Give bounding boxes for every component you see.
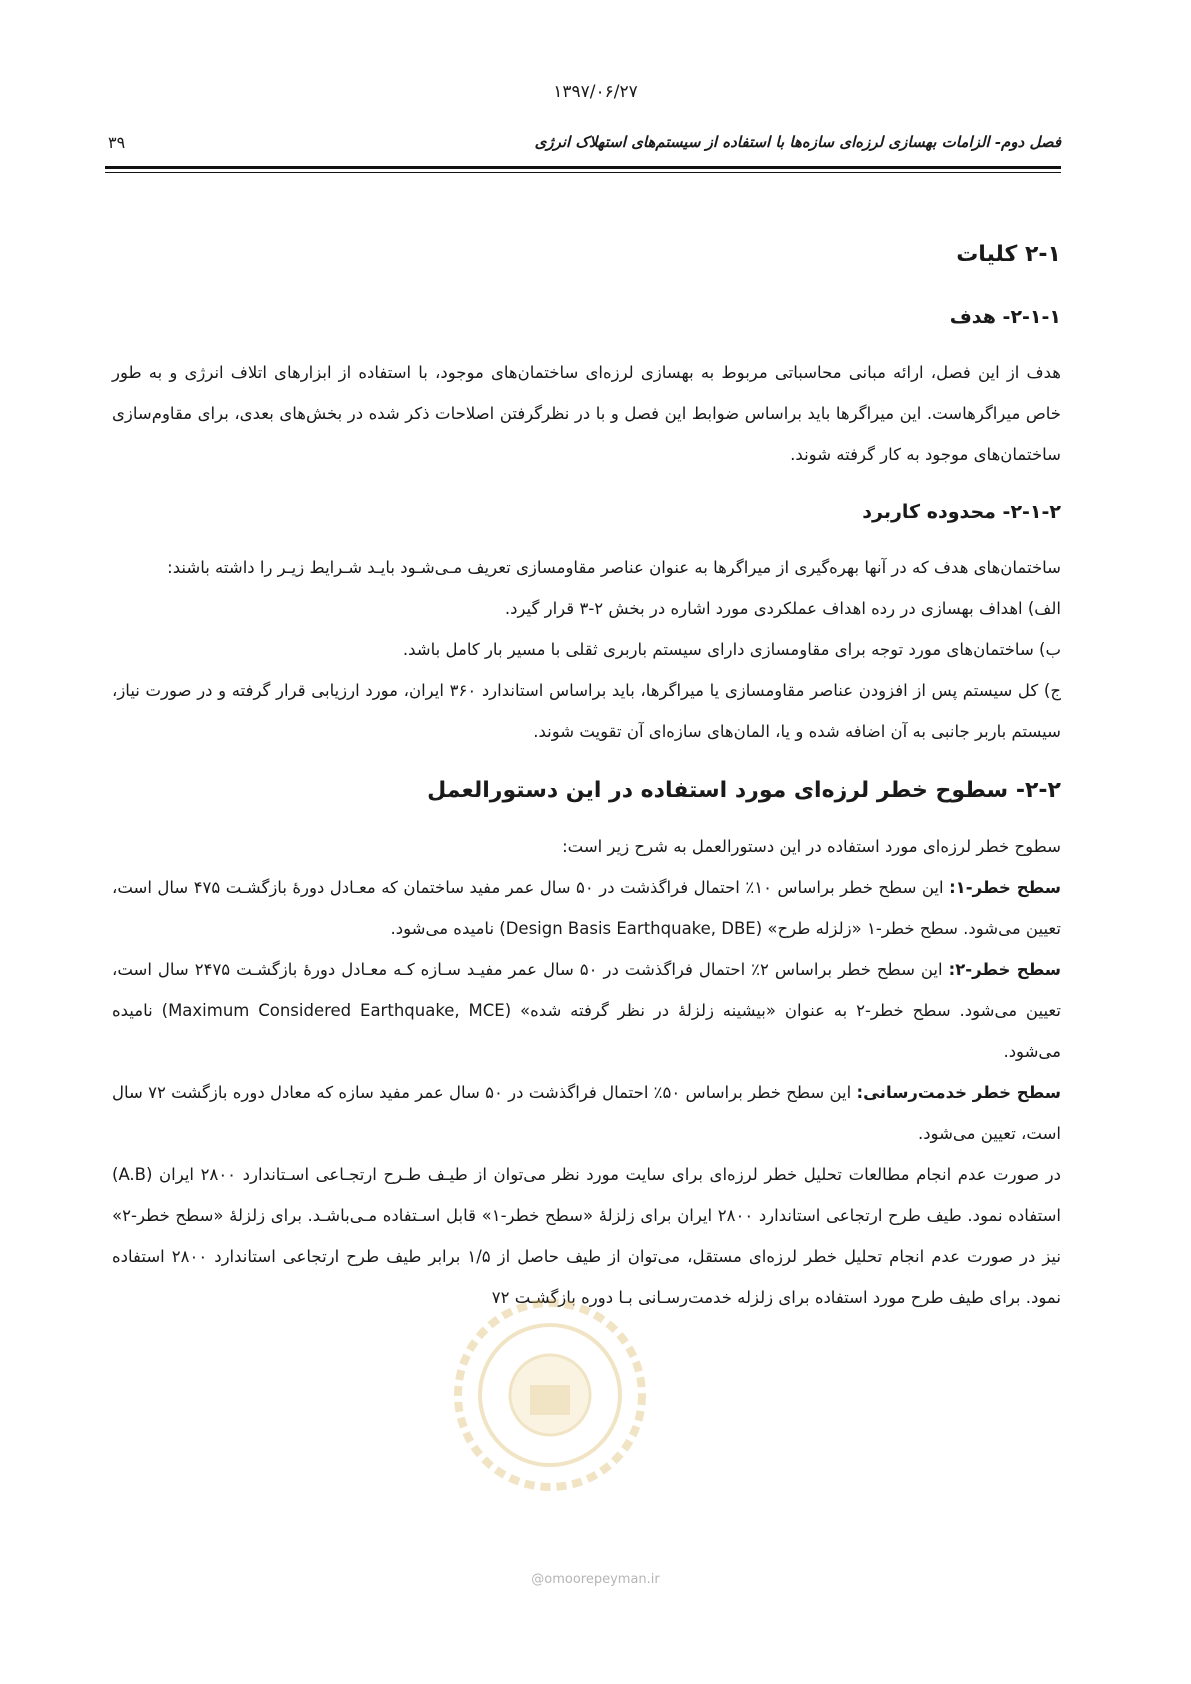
page-number: ۳۹ (108, 133, 126, 152)
list-item-a: الف) اهداف بهسازی در رده اهداف عملکردی مورد اشاره در بخش ۲-۳ قرار گیرد. (504, 599, 1061, 618)
header-rule-thin (105, 172, 1061, 173)
hazard-2-text: این سطح خطر براساس ۲٪ احتمال فراگذشت در ۵۰ سال عمر مفیـد سـازه کـه معـادل دورهٔ بازگشـت ۲۴۷۵ سال است، تعیین می‌شود. سطح خطر-۲ به عنوان «بیشینه زلزلهٔ در نظر گرفته شده» (Maximum Considered Earthquake, MCE) نامیده می‌شود. (112, 960, 1061, 1061)
hazard-1-label: سطح خطر-۱: (949, 878, 1061, 897)
hazard-service-text: این سطح خطر براساس ۵۰٪ احتمال فراگذشت در ۵۰ سال عمر مفید سازه که معادل دوره بازگشت ۷۲ سال است، تعیین می‌شود. (112, 1083, 1061, 1143)
paragraph-hazard-2 (112, 949, 1061, 1072)
watermark-site: @omoorepeyman.ir (531, 1572, 660, 1587)
section-title-general: ۲-۱ کلیات (956, 242, 1061, 267)
paragraph-hazard-intro: سطوح خطر لرزه‌ای مورد استفاده در این دستورالعمل به شرح زیر است: (562, 837, 1061, 856)
seal-watermark (450, 1295, 650, 1495)
chapter-title: فصل دوم- الزامات بهسازی لرزه‌ای سازه‌ها با استفاده از سیستم‌های استهلاک انرژی (534, 133, 1061, 151)
list-item-b: ب) ساختمان‌های مورد توجه برای مقاومسازی دارای سیستم باربری ثقلی با مسیر بار کامل باشد. (402, 640, 1061, 659)
list-item-c: ج) کل سیستم پس از افزودن عناصر مقاومسازی یا میراگرها، باید براساس استاندارد ۳۶۰ ایران، مورد ارزیابی قرار گرفته و در صورت نیاز، سیستم باربر جانبی به آن اضافه شده و یا، المان‌های سازه‌ای آن تقویت شوند. (112, 681, 1061, 741)
section-title-hazard-levels: ۲-۲- سطوح خطر لرزه‌ای مورد استفاده در این دستورالعمل (427, 778, 1061, 803)
section-title-goal: ۲-۱-۱- هدف (949, 306, 1061, 328)
header-rule-thick (105, 166, 1061, 169)
paragraph-goal: هدف از این فصل، ارائه مبانی محاسباتی مربوط به بهسازی لرزه‌ای ساختمان‌های موجود، با استفاده از ابزارهای اتلاف انرژی و به طور خاص میراگرهاست. این میراگرها باید براساس ضوابط این فصل و با در نظرگرفتن اصلاحات ذکر شده در بخش‌های بعدی، برای مقاوم‌سازی ساختمان‌های موجود به کار گرفته شوند. (112, 363, 1061, 464)
paragraph-scope-intro: ساختمان‌های هدف که در آنها بهره‌گیری از میراگرها به عنوان عناصر مقاومسازی تعریف مـی‌شـود بایـد شـرایط زیـر را داشته باشند: (167, 558, 1061, 577)
hazard-2-label: سطح خطر-۲: (948, 960, 1061, 979)
hazard-1-text: این سطح خطر براساس ۱۰٪ احتمال فراگذشت در ۵۰ سال عمر مفید ساختمان که معـادل دورهٔ بازگشـت ۴۷۵ سال است، تعیین می‌شود. سطح خطر-۱ «زلزله طرح» (Design Basis Earthquake, DBE) نامیده می‌شود. (112, 878, 1061, 938)
hazard-service-label: سطح خطر خدمت‌رسانی: (856, 1083, 1061, 1102)
paragraph-spectrum: در صورت عدم انجام مطالعات تحلیل خطر لرزه‌ای برای سایت مورد نظر می‌توان از طیـف طـرح ارتجـاعی اسـتاندارد ۲۸۰۰ ایران (A.B) استفاده نمود. طیف طرح ارتجاعی استاندارد ۲۸۰۰ ایران برای زلزلهٔ «سطح خطر-۱» قابل اسـتفاده مـی‌باشـد. برای زلزلهٔ «سطح خطر-۲» نیز در صورت عدم انجام تحلیل خطر لرزه‌ای مستقل، می‌توان از طیف حاصل از ۱/۵ برابر طیف طرح ارتجاعی استاندارد ۲۸۰۰ استفاده نمود. برای طیف طرح مورد استفاده برای زلزله خدمت‌رسـانی بـا دوره بازگشـت ۷۲ (112, 1165, 1062, 1307)
paragraph-hazard-1 (112, 867, 1061, 949)
header-date: ۱۳۹۷/۰۶/۲۷ (553, 82, 638, 102)
page-content (112, 220, 1061, 1318)
section-title-scope: ۲-۱-۲- محدوده کاربرد (862, 501, 1061, 523)
paragraph-hazard-service (112, 1072, 1061, 1154)
